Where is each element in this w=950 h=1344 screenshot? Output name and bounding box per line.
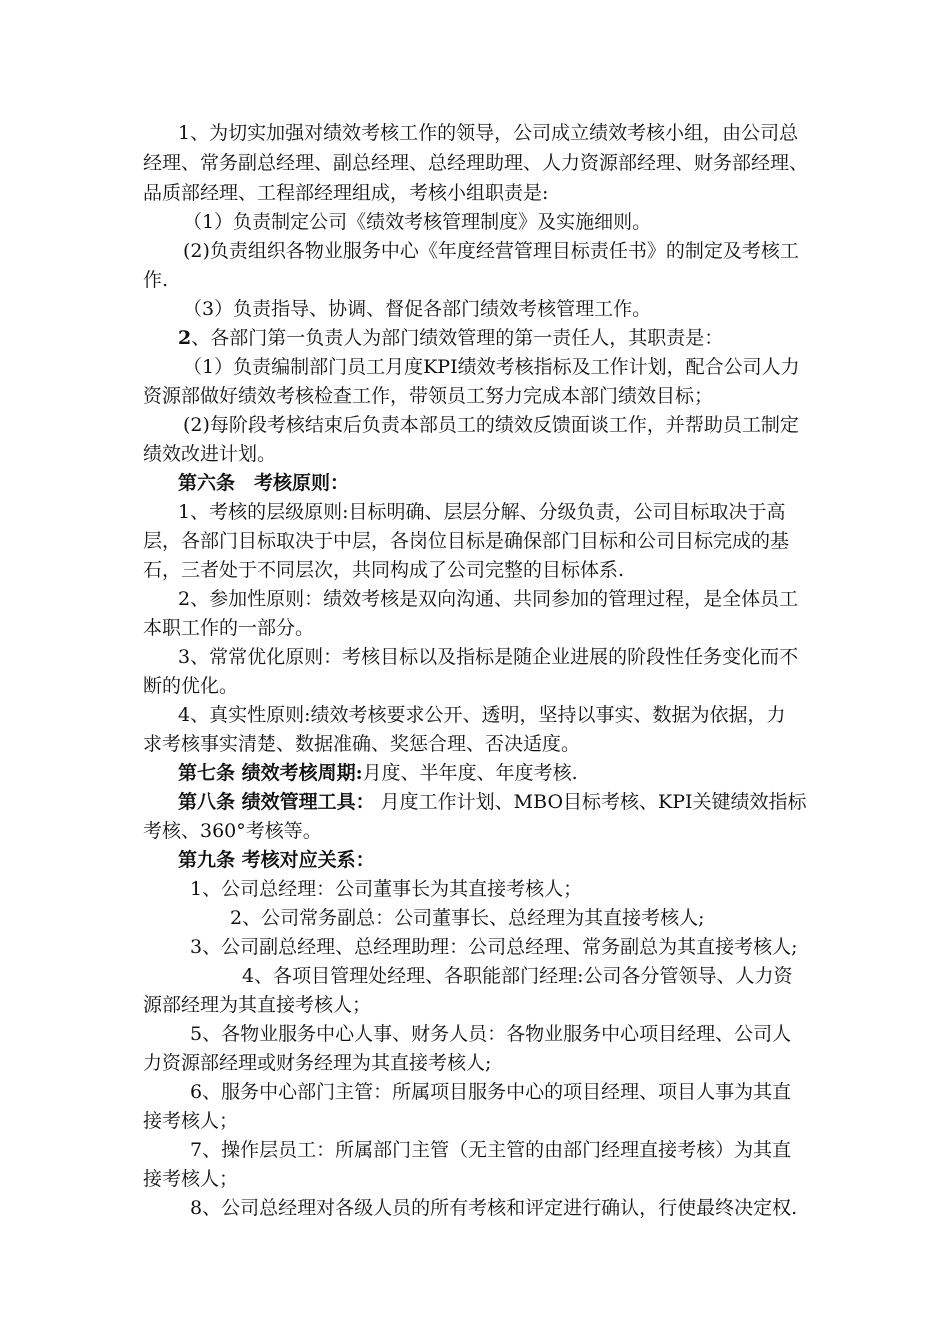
paragraph-line: 绩效改进计划。 <box>143 443 277 465</box>
list-item: 4、各项目管理处经理、各职能部门经理:公司各分管领导、人力资 <box>242 965 793 987</box>
section-text: 月度工作计划、MBO目标考核、KPI关键绩效指标 <box>380 791 807 813</box>
section-heading: 第六条 考核原则： <box>178 472 350 494</box>
list-item: 2、公司常务副总：公司董事长、总经理为其直接考核人; <box>230 907 705 929</box>
paragraph-text: 、各部门第一负责人为部门绩效管理的第一责任人，其职责是： <box>191 327 724 349</box>
paragraph-line: 1、考核的层级原则:目标明确、层层分解、分级负责，公司目标取决于高 <box>178 501 786 523</box>
paragraph-line: 作. <box>143 269 169 291</box>
paragraph-line: 源部经理为其直接考核人； <box>143 994 372 1016</box>
section-heading <box>178 761 858 785</box>
paragraph-line: 1、为切实加强对绩效考核工作的领导，公司成立绩效考核小组，由公司总 <box>178 122 799 144</box>
paragraph-line: 2、参加性原则：绩效考核是双向沟通、共同参加的管理过程，是全体员工 <box>178 588 799 610</box>
paragraph-line: 层，各部门目标取决于中层，各岗位目标是确保部门目标和公司目标完成的基 <box>143 530 790 552</box>
section-heading <box>178 790 858 814</box>
section-title: 第八条 绩效管理工具： <box>178 791 375 813</box>
section-heading: 第九条 考核对应关系： <box>178 849 375 871</box>
paragraph-line: 品质部经理、工程部经理组成，考核小组职责是: <box>143 182 549 204</box>
paragraph-line: (2)负责组织各物业服务中心《年度经营管理目标责任书》的制定及考核工 <box>183 240 799 262</box>
list-item: 7、操作层员工：所属部门主管（无主管的由部门经理直接考核）为其直 <box>190 1139 792 1161</box>
list-item: 3、公司副总经理、总经理助理：公司总经理、常务副总为其直接考核人; <box>190 936 798 958</box>
paragraph-line: 考核、360°考核等。 <box>143 820 322 842</box>
paragraph-line: （3）负责指导、协调、督促各部门绩效考核管理工作。 <box>183 298 652 320</box>
paragraph-line: 石，三者处于不同层次，共同构成了公司完整的目标体系. <box>143 559 625 581</box>
paragraph-line: 接考核人； <box>143 1110 239 1132</box>
section-text: 月度、半年度、年度考核. <box>362 762 578 784</box>
paragraph-line: 求考核事实清楚、数据准确、奖惩合理、否决适度。 <box>143 733 581 755</box>
list-item: 5、各物业服务中心人事、财务人员：各物业服务中心项目经理、公司人 <box>190 1023 792 1045</box>
list-item: 8、公司总经理对各级人员的所有考核和评定进行确认，行使最终决定权. <box>190 1197 798 1219</box>
item-number: 2 <box>178 327 192 349</box>
paragraph-line: 本职工作的一部分。 <box>143 617 315 639</box>
paragraph-line: 断的优化。 <box>143 675 239 697</box>
paragraph-line: 资源部做好绩效考核检查工作，带领员工努力完成本部门绩效目标； <box>143 385 714 407</box>
paragraph-line: 接考核人； <box>143 1168 239 1190</box>
list-item: 1、公司总经理：公司董事长为其直接考核人； <box>190 878 583 900</box>
paragraph-line <box>178 326 858 350</box>
paragraph-line: （1）负责编制部门员工月度KPI绩效考核指标及工作计划，配合公司人力 <box>183 356 800 378</box>
paragraph-line: 经理、常务副总经理、副总经理、总经理助理、人力资源部经理、财务部经理、 <box>143 152 809 174</box>
paragraph-line: (2)每阶段考核结束后负责本部员工的绩效反馈面谈工作，并帮助员工制定 <box>183 414 799 436</box>
list-item: 6、服务中心部门主管：所属项目服务中心的项目经理、项目人事为其直 <box>190 1081 792 1103</box>
section-title: 第七条 绩效考核周期: <box>178 762 363 784</box>
paragraph-line: （1）负责制定公司《绩效考核管理制度》及实施细则。 <box>183 211 652 233</box>
paragraph-line: 3、常常优化原则：考核目标以及指标是随企业进展的阶段性任务变化而不 <box>178 646 799 668</box>
paragraph-line: 力资源部经理或财务经理为其直接考核人; <box>143 1052 492 1074</box>
paragraph-line: 4、真实性原则:绩效考核要求公开、透明，坚持以事实、数据为依据，力 <box>178 704 786 726</box>
